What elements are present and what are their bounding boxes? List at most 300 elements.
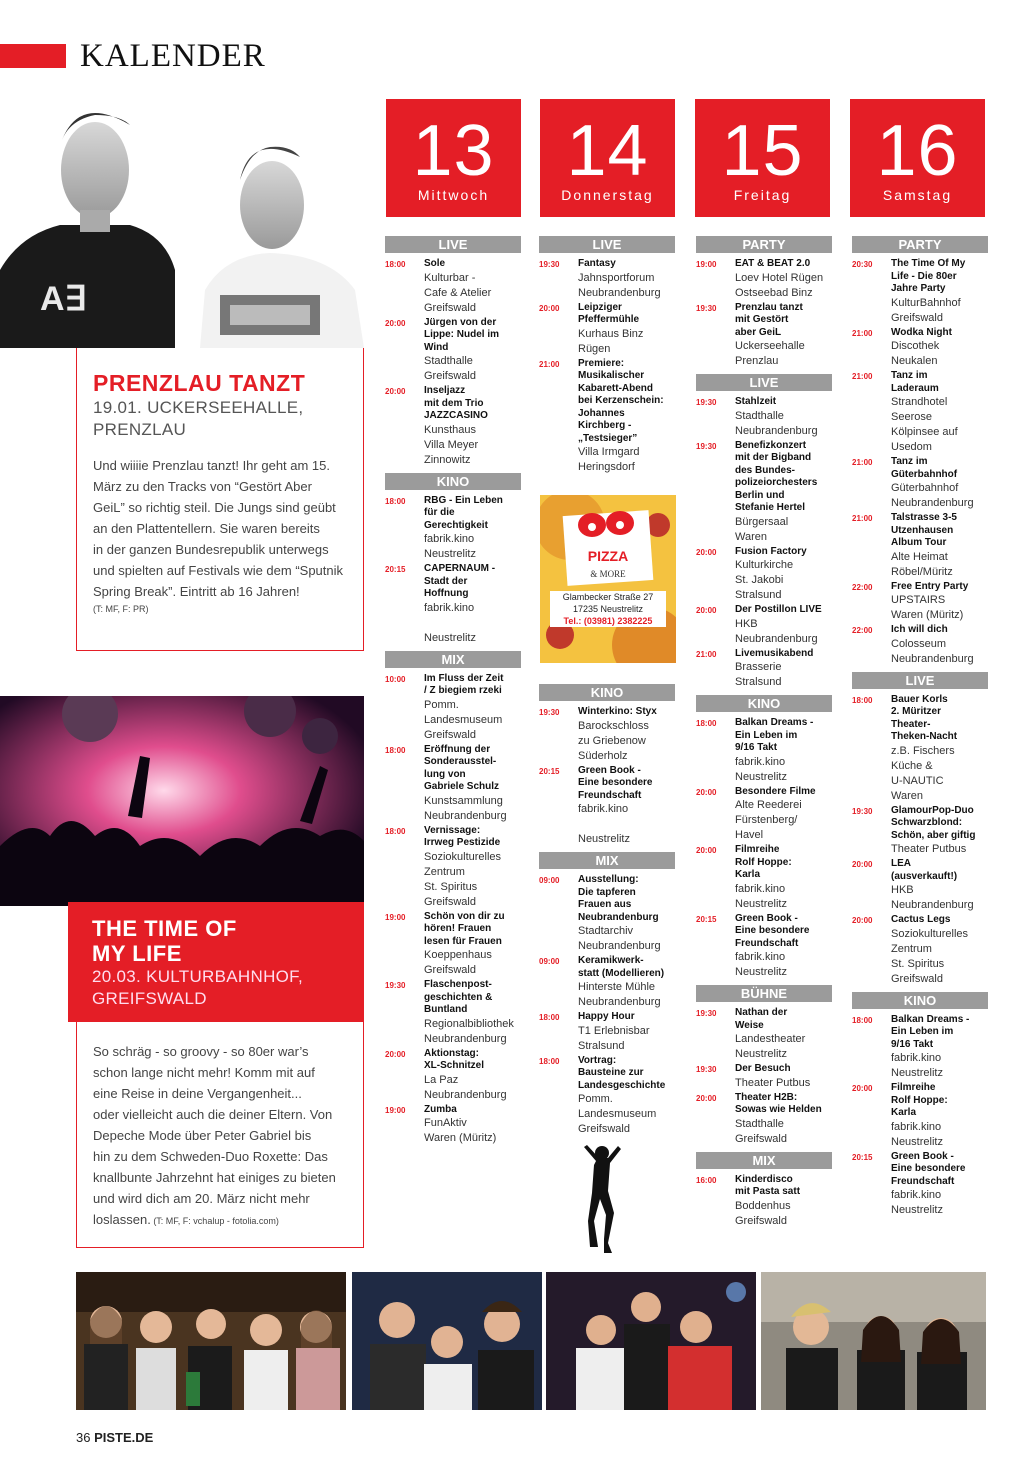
text-line: und wird dich am 20. März nicht mehr <box>93 1191 310 1206</box>
event-location-line: Zentrum <box>891 942 932 955</box>
event-item <box>696 717 836 785</box>
category-header: KINO <box>852 992 988 1009</box>
text-line: oder vielleicht auch die deiner Eltern. Von <box>93 1107 333 1122</box>
text-line: GeiL” so richtig steil. Die Jungs sind geübt <box>93 500 336 515</box>
day-box-13 <box>386 99 521 217</box>
event-location-line: Kunsthaus <box>424 423 476 436</box>
event-name-line: Schön, aber giftig <box>891 829 976 841</box>
event-location-line: Ostseebad Binz <box>735 286 813 299</box>
event-name-line: Flaschenpost- <box>424 979 492 990</box>
event-item <box>385 495 525 563</box>
event-location-line: Strandhotel <box>891 396 948 408</box>
event-name-line: Güterbahnhof <box>891 468 958 480</box>
event-name-line: Stadt der <box>424 575 468 587</box>
event-location-line: Villa Irmgard <box>578 446 640 458</box>
event-time: 20:15 <box>852 1152 873 1162</box>
event-location-line: Cafe & Atelier <box>424 286 492 299</box>
event-location-line: fabrik.kino <box>891 1052 942 1064</box>
event-location-line: Neubrandenburg <box>891 497 974 509</box>
event-location-line: Alte Reederei <box>735 799 802 811</box>
page-footer <box>76 1430 153 1445</box>
event-time: 19:30 <box>852 806 873 816</box>
event-name-line: Filmreihe <box>735 844 780 855</box>
event-location-line: fabrik.kino <box>424 533 475 545</box>
event-time: 18:00 <box>385 826 406 836</box>
event-body <box>891 694 992 804</box>
event-item <box>852 858 992 913</box>
event-time: 19:30 <box>539 260 560 269</box>
event-time: 20:00 <box>696 787 717 797</box>
event-time: 20:00 <box>539 303 560 313</box>
day-number: 14 <box>566 111 649 191</box>
event-location-line: Neubrandenburg <box>735 424 818 437</box>
event-name-line: mit Pasta satt <box>735 1186 801 1197</box>
event-name-line: Aktionstag: <box>424 1047 479 1059</box>
event-item <box>539 1055 679 1138</box>
event-item <box>539 706 679 764</box>
event-location-line: Greifswald <box>735 1214 787 1227</box>
event-name-line: The Time Of My <box>891 258 966 269</box>
event-name-line: mit der Bigband <box>735 452 812 463</box>
event-name-line: Wodka Night <box>891 326 952 338</box>
event-time: 22:00 <box>852 582 873 592</box>
event-time: 20:00 <box>385 387 406 396</box>
event-name-line: Tanz im <box>891 456 928 467</box>
event-location-line: Regionalbibliothek <box>424 1017 514 1030</box>
event-item <box>852 694 992 804</box>
pizza-advertisement <box>540 495 676 663</box>
photo-credit: (T: MF, F: PR) <box>93 604 149 614</box>
event-body <box>424 1104 525 1147</box>
event-location-line: Soziokulturelles <box>891 927 969 940</box>
event-time: 18:00 <box>385 496 406 506</box>
event-location-line <box>424 616 525 631</box>
event-location-line: Koeppenhaus <box>424 949 492 961</box>
text-last: loslassen. <box>93 1212 151 1227</box>
event-name-line: mit Gestört <box>735 314 789 325</box>
event-body <box>735 844 836 912</box>
event-time: 19:30 <box>696 441 717 451</box>
site-name: PISTE.DE <box>94 1430 154 1445</box>
event-time: 18:00 <box>385 745 406 755</box>
text-line: knallbunte Jahrzehnt hat einiges zu bieten <box>93 1170 336 1185</box>
event-location-line: Rügen <box>578 342 611 355</box>
day-box-15 <box>695 99 830 217</box>
event-location-line: Theater Putbus <box>891 843 967 855</box>
event-location-line: Greifswald <box>891 972 943 985</box>
event-item <box>696 1092 836 1147</box>
event-name-line: Jahre Party <box>891 283 946 294</box>
event-time: 20:00 <box>696 1093 717 1103</box>
event-name-line: Eine besondere <box>735 925 810 936</box>
event-time: 20:00 <box>852 916 873 925</box>
event-time: 19:30 <box>696 303 717 313</box>
event-name-line: GlamourPop-Duo <box>891 804 974 816</box>
event-item <box>696 258 836 301</box>
event-name-line: Irrweg Pestizide <box>424 837 501 848</box>
event-item <box>852 370 992 455</box>
event-body <box>891 858 992 913</box>
event-item <box>696 913 836 981</box>
event-location-line: fabrik.kino <box>735 882 786 895</box>
event-name-line: Inseljazz <box>424 385 466 396</box>
event-name-line: Filmreihe <box>891 1082 936 1093</box>
event-body <box>891 327 992 370</box>
event-name-line: Frauen aus <box>578 899 632 910</box>
event-time: 20:00 <box>385 1049 406 1059</box>
event-name-line: Rolf Hoppe: <box>735 856 792 868</box>
event-location-line: z.B. Fischers <box>891 744 955 757</box>
event-body <box>578 955 679 1010</box>
event-name-line: Cactus Legs <box>891 914 951 925</box>
event-body <box>891 624 992 667</box>
event-time: 18:00 <box>696 719 717 728</box>
event-body <box>735 1063 836 1091</box>
event-name-line: Stefanie Hertel <box>735 502 806 513</box>
event-item <box>696 396 836 439</box>
event-name-line: Im Fluss der Zeit <box>424 672 504 684</box>
event-item <box>385 673 525 743</box>
event-location-line: Theater Putbus <box>735 1076 811 1089</box>
event-time: 20:00 <box>696 547 717 557</box>
event-name-line: Ein Leben im <box>891 1026 954 1037</box>
event-location-line <box>578 817 679 832</box>
header-accent-bar <box>0 44 66 68</box>
event-name-line: Buntland <box>424 1004 468 1015</box>
ad-contact <box>550 591 666 627</box>
event-location-line: Kunstsammlung <box>424 794 503 807</box>
event-location-line: FunAktiv <box>424 1117 467 1129</box>
event-time: 19:30 <box>696 398 717 407</box>
event-name-line: mit dem Trio <box>424 397 484 409</box>
event-photo-3 <box>546 1272 756 1410</box>
event-location-line: Landestheater <box>735 1033 806 1045</box>
event-name-line: Leipziger <box>578 301 622 313</box>
text-line: hin zu dem Schweden-Duo Roxette: Das <box>93 1149 328 1164</box>
ad-address-city: 17235 Neustrelitz <box>572 604 644 614</box>
event-location-line: Jahnsportforum <box>578 271 655 284</box>
event-time: 21:00 <box>852 458 873 467</box>
event-location-line: Greifswald <box>424 301 476 314</box>
event-name-line: Neubrandenburg <box>578 911 659 923</box>
event-name-line: Keramikwerk- <box>578 955 644 966</box>
event-name-line: Bauer Korls <box>891 693 948 705</box>
day-number: 16 <box>876 111 959 191</box>
event-location-line: Greifswald <box>578 1123 630 1135</box>
event-name-line: Freundschaft <box>735 937 799 949</box>
event-item <box>852 327 992 370</box>
event-location-line: Greifswald <box>735 1132 787 1145</box>
category-header: LIVE <box>539 236 675 253</box>
event-body <box>891 1082 992 1150</box>
event-name-line: Balkan Dreams - <box>891 1013 970 1025</box>
event-name-line: Ein Leben im <box>735 729 798 741</box>
event-body <box>735 258 836 301</box>
event-name-line: Green Book - <box>735 912 798 924</box>
event-photo-1 <box>76 1272 346 1410</box>
event-location-line: Neustrelitz <box>735 770 787 783</box>
event-item <box>385 1104 525 1147</box>
events-column-16 <box>852 236 992 1223</box>
event-name-line: geschichten & <box>424 991 493 1003</box>
event-location-line: Neustrelitz <box>891 1204 943 1216</box>
event-time: 22:00 <box>852 626 873 635</box>
event-time: 09:00 <box>539 957 560 966</box>
event-location-line: Neubrandenburg <box>891 652 974 665</box>
day-name: Donnerstag <box>561 187 654 203</box>
event-location-line: St. Spiritus <box>891 957 945 970</box>
event-name-line: EAT & BEAT 2.0 <box>735 258 811 269</box>
event-name-line: Rolf Hoppe: <box>891 1094 948 1106</box>
event-time: 19:00 <box>385 1105 406 1115</box>
event-item <box>539 258 679 301</box>
event-item <box>385 258 525 316</box>
event-photo-2 <box>352 1272 542 1410</box>
event-location-line: Kulturbar - <box>424 271 476 284</box>
event-body <box>735 786 836 844</box>
text-line: März zu den Tracks von “Gestört Aber <box>93 479 312 494</box>
event-item <box>852 512 992 580</box>
event-location-line: fabrik.kino <box>735 951 786 963</box>
event-name-line: Fusion Factory <box>735 545 807 557</box>
day-number: 15 <box>721 111 804 191</box>
svg-text:A∃: A∃ <box>40 280 87 318</box>
event-body <box>578 358 679 476</box>
event-item <box>696 1063 836 1091</box>
text-line: eine Reise in deine Vergangenheit... <box>93 1086 302 1101</box>
event-item <box>696 786 836 844</box>
event-name-line: Zumba <box>424 1103 457 1115</box>
event-item <box>696 604 836 647</box>
category-header: LIVE <box>852 672 988 689</box>
event-time: 10:00 <box>385 674 406 684</box>
event-body <box>424 495 525 563</box>
category-header: PARTY <box>696 236 832 253</box>
event-name-line: Winterkino: Styx <box>578 706 657 717</box>
text-line: So schräg - so groovy - so 80er war’s <box>93 1044 309 1059</box>
event-location-line: La Paz <box>424 1073 459 1086</box>
day-number: 13 <box>412 111 495 191</box>
event-name-line: Eine besondere <box>891 1163 966 1174</box>
page-title: KALENDER <box>80 38 266 74</box>
event-name-line: Nathan der <box>735 1007 788 1018</box>
event-body <box>424 258 525 316</box>
text-line: Und wiiiie Prenzlau tanzt! Ihr geht am 15. <box>93 458 331 473</box>
event-body <box>578 874 679 954</box>
event-name-line: 2. Müritzer <box>891 706 942 717</box>
text-line: in der ganzen Bundesrepublik unterwegs <box>93 542 329 557</box>
event-item <box>539 765 679 848</box>
event-location-line: Greifswald <box>424 728 476 741</box>
event-body <box>891 581 992 624</box>
event-location-line: Uckerseehalle <box>735 340 805 352</box>
event-location-line: Greifswald <box>424 964 476 976</box>
feature-text <box>93 1041 363 1232</box>
feature-time-of-my-life-header <box>68 902 364 1022</box>
event-location-line: Fürstenberg/ <box>735 814 798 826</box>
event-item <box>852 624 992 667</box>
feature-time-of-my-life-box <box>76 1019 364 1248</box>
event-time: 20:15 <box>696 914 717 924</box>
day-name: Samstag <box>882 187 953 203</box>
event-body <box>424 673 525 743</box>
event-body <box>578 302 679 357</box>
event-name-line: Jürgen von der <box>424 316 497 328</box>
event-body <box>424 317 525 385</box>
feature-subtitle-line2: GREIFSWALD <box>92 989 207 1008</box>
event-name-line: Pfeffermühle <box>578 314 640 325</box>
event-location-line: Colosseum <box>891 637 947 650</box>
event-name-line: Die tapferen <box>578 886 636 898</box>
event-location-line: Soziokulturelles <box>424 850 502 863</box>
event-name-line: Sonderausstel- <box>424 756 497 767</box>
event-name-line: Benefizkonzert <box>735 439 807 451</box>
event-name-line: Johannes <box>578 407 625 419</box>
text-line: schon lange nicht mehr! Komm mit auf <box>93 1065 315 1080</box>
event-location-line: Alte Heimat <box>891 550 948 563</box>
event-name-line: Green Book - <box>578 764 641 776</box>
event-location-line: Greifswald <box>424 895 476 908</box>
event-name-line: Theken-Nacht <box>891 731 958 742</box>
event-time: 21:00 <box>852 328 873 338</box>
event-location-line: UPSTAIRS <box>891 594 946 606</box>
day-box-14 <box>540 99 675 217</box>
event-time: 20:00 <box>385 318 406 328</box>
event-name-line: Happy Hour <box>578 1011 635 1022</box>
event-item <box>852 258 992 326</box>
event-location-line: Kulturkirche <box>735 559 794 571</box>
event-name-line: Kinderdisco <box>735 1173 793 1185</box>
event-location-line: Discothek <box>891 340 940 352</box>
category-header: KINO <box>696 695 832 712</box>
event-body <box>735 1174 836 1229</box>
event-time: 20:00 <box>696 606 717 615</box>
event-location-line: Waren (Müritz) <box>424 1132 497 1144</box>
feature-title: PRENZLAU TANZT <box>93 370 306 396</box>
event-body <box>891 512 992 580</box>
event-item <box>696 648 836 691</box>
event-item <box>539 358 679 476</box>
event-name-line: Freundschaft <box>578 789 642 801</box>
ad-subbrand: & MORE <box>590 569 626 579</box>
event-body <box>735 396 836 439</box>
event-body <box>578 258 679 301</box>
event-name-line: 9/16 Takt <box>735 742 778 753</box>
event-name-line: Laderaum <box>891 382 939 394</box>
event-location-line: Stadthalle <box>424 355 473 367</box>
event-name-line: Life - Die 80er <box>891 270 957 282</box>
event-name-line: Eine besondere <box>578 777 653 788</box>
event-location-line: Greifswald <box>891 311 943 324</box>
event-location-line: HKB <box>891 884 914 896</box>
event-location-line: T1 Erlebnisbar <box>578 1024 650 1037</box>
event-location-line: Waren <box>735 530 767 543</box>
category-header: KINO <box>539 684 675 701</box>
event-name-line: Schwarzblond: <box>891 817 963 828</box>
event-name-line: JAZZCASINO <box>424 410 488 421</box>
event-location-line: Neustrelitz <box>735 1048 787 1060</box>
event-time: 18:00 <box>385 260 406 269</box>
event-body <box>735 913 836 981</box>
event-location-line: KulturBahnhof <box>891 296 961 309</box>
event-location-line: Havel <box>735 829 764 841</box>
event-location-line: Zentrum <box>424 865 465 878</box>
page-number: 36 <box>76 1430 91 1445</box>
text-line: Depeche Mode über Peter Gabriel bis <box>93 1128 312 1143</box>
event-item <box>696 302 836 370</box>
event-body <box>735 440 836 545</box>
event-item <box>385 1048 525 1103</box>
feature-subtitle-line1: 19.01. UCKERSEEHALLE, <box>93 398 304 417</box>
event-location-line: Boddenhus <box>735 1199 791 1212</box>
event-item <box>385 317 525 385</box>
category-header: MIX <box>539 852 675 869</box>
event-location-line: Stralsund <box>578 1039 625 1052</box>
event-body <box>891 370 992 455</box>
event-name-line: Gerechtigkeit <box>424 519 488 531</box>
event-name-line: XL-Schnitzel <box>424 1060 485 1071</box>
event-location-line: Stralsund <box>735 589 782 601</box>
event-name-line: Livemusikabend <box>735 647 814 659</box>
event-body <box>735 648 836 691</box>
event-time: 20:15 <box>385 565 406 574</box>
event-photo-4 <box>761 1272 986 1410</box>
event-location-line: fabrik.kino <box>891 1189 942 1201</box>
event-location-line: Stadtarchiv <box>578 925 634 937</box>
event-body <box>735 604 836 647</box>
event-time: 21:00 <box>852 372 873 381</box>
event-location-line: Prenzlau <box>735 355 779 367</box>
day-box-16 <box>850 99 985 217</box>
event-name-line: LEA <box>891 858 911 869</box>
event-time: 16:00 <box>696 1175 717 1185</box>
event-location-line: Villa Meyer <box>424 438 479 451</box>
event-location-line: Röbel/Müritz <box>891 565 953 578</box>
event-time: 18:00 <box>539 1013 560 1022</box>
event-name-line: Bausteine zur <box>578 1067 644 1078</box>
event-location-line: Stralsund <box>735 676 782 688</box>
event-time: 20:30 <box>852 260 873 269</box>
event-body <box>578 706 679 764</box>
event-time: 19:30 <box>696 1065 717 1074</box>
event-name-line: Karla <box>735 869 761 880</box>
event-location-line: Pomm. <box>578 1093 613 1105</box>
event-item <box>385 979 525 1047</box>
event-location-line: Brasserie <box>735 661 782 673</box>
event-location-line: fabrik.kino <box>735 755 786 768</box>
event-location-line: Greifswald <box>424 370 476 382</box>
event-body <box>424 1048 525 1103</box>
event-name-line: Vernissage: <box>424 824 481 836</box>
event-name-line: statt (Modellieren) <box>578 967 665 979</box>
event-item <box>852 1014 992 1082</box>
event-item <box>385 825 525 910</box>
event-name-line: / Z biegiem rzeki <box>424 685 502 696</box>
event-name-line: Schön von dir zu <box>424 910 505 922</box>
event-location-line: Süderholz <box>578 749 628 762</box>
event-name-line: Lippe: Nudel im <box>424 329 499 340</box>
feature-text <box>93 455 363 602</box>
event-location-line: Kölpinsee auf <box>891 426 958 438</box>
event-body <box>424 979 525 1047</box>
category-header: PARTY <box>852 236 988 253</box>
event-item <box>539 955 679 1010</box>
event-item <box>852 1151 992 1219</box>
event-time: 19:30 <box>696 1009 717 1018</box>
ad-address-street: Glambecker Straße 27 <box>562 592 654 602</box>
category-header: MIX <box>696 1152 832 1169</box>
event-time: 20:00 <box>852 860 873 869</box>
